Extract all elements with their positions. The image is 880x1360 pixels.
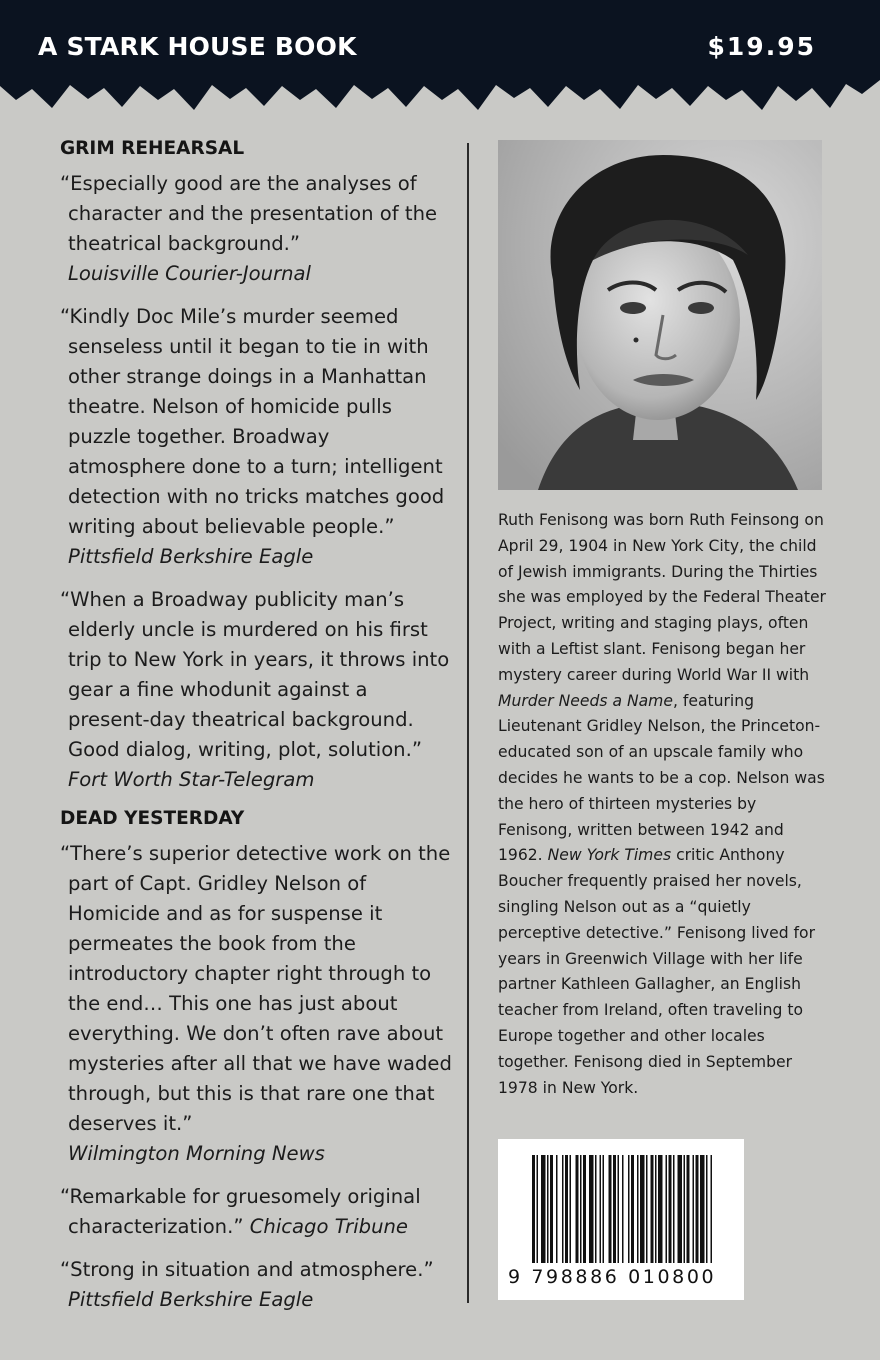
review-quote	[60, 169, 452, 289]
barcode-bar	[684, 1155, 686, 1263]
barcode-bar	[565, 1155, 568, 1263]
price-label: $19.95	[707, 32, 816, 61]
review-quote	[60, 1255, 452, 1315]
banner-background	[0, 0, 880, 122]
review-quote	[60, 302, 452, 572]
barcode-bars	[498, 1139, 744, 1269]
reviews-column	[60, 138, 452, 1328]
barcode-bar	[631, 1155, 634, 1263]
barcode-bar	[541, 1155, 546, 1263]
isbn-number: 9 798886 010800	[508, 1266, 717, 1288]
barcode-bar	[637, 1155, 639, 1263]
isbn-barcode	[498, 1139, 744, 1300]
quote-source: Wilmington Morning News	[68, 1142, 325, 1165]
publisher-title: A STARK HOUSE BOOK	[38, 32, 357, 61]
barcode-bar	[669, 1155, 672, 1263]
quote-text: “Strong in situation and atmosphere.”	[60, 1258, 434, 1281]
barcode-bar	[651, 1155, 654, 1263]
barcode-bar	[576, 1155, 579, 1263]
barcode-bar	[595, 1155, 597, 1263]
barcode-bar	[589, 1155, 594, 1263]
barcode-bar	[556, 1155, 558, 1263]
barcode-bar	[609, 1155, 612, 1263]
review-quote	[60, 585, 452, 795]
bio-text: critic Anthony Boucher frequently praised her novels, singling Nelson out as a “quietly perceptive detective.” Fenisong lived for years in Greenwich Village with her life partner Kathleen Gallagher, an English teacher from Ireland, often traveling to Europe together and other locales together. Fenisong died in September 1978 in New York.	[498, 846, 815, 1097]
bio-book-title: Murder Needs a Name	[498, 691, 673, 710]
quote-source: Louisville Courier-Journal	[68, 262, 311, 285]
author-photo	[498, 140, 822, 490]
quote-source: Chicago Tribune	[249, 1215, 408, 1238]
barcode-bar	[711, 1155, 713, 1263]
quote-text: “Kindly Doc Mile’s murder seemed senseless until it began to tie in with other strange doings in a Manhattan theatre. Nelson of homicide pulls puzzle together. Broadway atmosphere done to a turn; intelligent detection with no tricks matches good writing about believable people.”	[60, 305, 445, 538]
section-title-dead-yesterday: DEAD YESTERDAY	[60, 808, 245, 829]
barcode-bar	[696, 1155, 699, 1263]
barcode-bar	[532, 1155, 535, 1263]
barcode-bar	[666, 1155, 668, 1263]
review-quote	[60, 839, 452, 1169]
quote-text: “When a Broadway publicity man’s elderly uncle is murdered on his first trip to New York in years, it throws into gear a fine whodunit against a present-day theatrical background. Good dialog, writing, plot, solution.”	[60, 588, 450, 761]
barcode-bar	[700, 1155, 705, 1263]
barcode-bar	[640, 1155, 645, 1263]
barcode-bar	[622, 1155, 624, 1263]
barcode-bar	[646, 1155, 648, 1263]
quote-text: “Remarkable for gruesomely original characterization.”	[60, 1185, 421, 1238]
barcode-bar	[547, 1155, 549, 1263]
bio-text: , featuring Lieutenant Gridley Nelson, the Princeton-educated son of an upscale family who decides he wants to be a cop. Nelson was the hero of thirteen mysteries by Fenisong, written between 1942 and 1962.	[498, 691, 825, 865]
review-quote	[60, 1182, 452, 1242]
barcode-bar	[550, 1155, 553, 1263]
section-title-grim-rehearsal: GRIM REHEARSAL	[60, 138, 245, 159]
barcode-bar	[706, 1155, 708, 1263]
barcode-bar	[537, 1155, 539, 1263]
quote-source: Pittsfield Berkshire Eagle	[68, 1288, 314, 1311]
quote-source: Fort Worth Star-Telegram	[68, 768, 315, 791]
barcode-bar	[613, 1155, 616, 1263]
barcode-bar	[687, 1155, 690, 1263]
header-banner	[0, 0, 880, 122]
quote-text: “Especially good are the analyses of character and the presentation of the theatrical background.”	[60, 172, 438, 255]
barcode-bar	[562, 1155, 564, 1263]
barcode-bar	[628, 1155, 630, 1263]
barcode-bar	[658, 1155, 663, 1263]
barcode-bar	[570, 1155, 572, 1263]
barcode-bar	[693, 1155, 695, 1263]
barcode-bar	[655, 1155, 657, 1263]
quote-source: Pittsfield Berkshire Eagle	[68, 545, 314, 568]
barcode-bar	[580, 1155, 582, 1263]
barcode-bar	[583, 1155, 586, 1263]
barcode-bar	[600, 1155, 602, 1263]
barcode-bar	[618, 1155, 620, 1263]
bio-newspaper: New York Times	[547, 846, 672, 865]
barcode-bar	[603, 1155, 605, 1263]
author-bio	[498, 508, 830, 1101]
bio-text: Ruth Fenisong was born Ruth Feinsong on April 29, 1904 in New York City, the child of Jewish immigrants. During the Thirties she was employed by the Federal Theater Project, writing and staging plays, often with a Leftist slant. Fenisong began her mystery career during World War II with	[498, 511, 826, 684]
column-divider	[467, 143, 469, 1303]
barcode-bar	[678, 1155, 683, 1263]
barcode-bar	[673, 1155, 675, 1263]
quote-text: “There’s superior detective work on the part of Capt. Gridley Nelson of Homicide and as for suspense it permeates the book from the introductory chapter right through to the end… This one has just about everything. We don’t often rave about mysteries after all that we have waded through, but this is that rare one that deserves it.”	[60, 842, 452, 1135]
